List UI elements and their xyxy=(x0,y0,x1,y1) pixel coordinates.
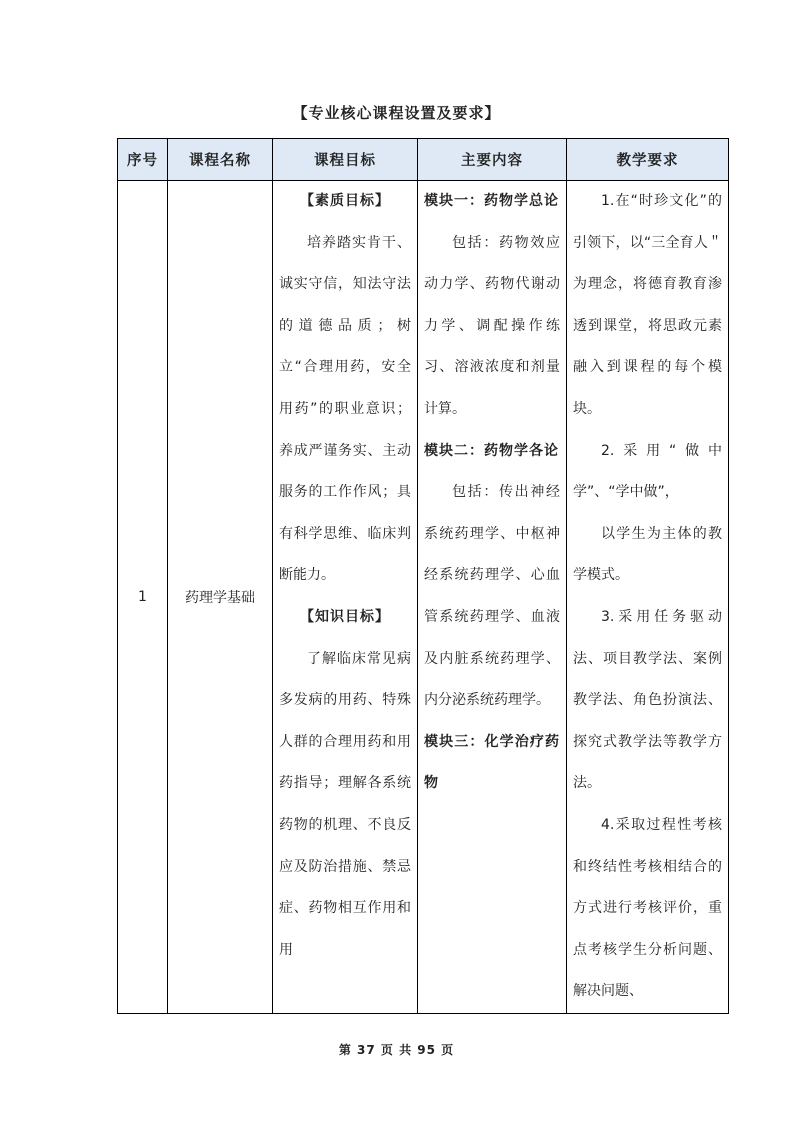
module1-text: 包括：药物效应动力学、药物代谢动力学、调配操作练习、溶液浓度和剂量计算。 xyxy=(424,234,560,417)
header-course-name: 课程名称 xyxy=(168,139,273,181)
requirement-item-2a: 2.采用“做中学”、“学中做”， xyxy=(573,442,722,501)
module3-title: 模块三：化学治疗药物 xyxy=(424,733,560,792)
header-num: 序号 xyxy=(118,139,168,181)
table-header-row xyxy=(118,139,729,181)
requirement-item-1: 1.在“时珍文化”的引领下，以“三全育人＂为理念，将德育教育渗透到课堂，将思政元素融入到课程的每个模块。 xyxy=(573,193,722,417)
header-course-goal: 课程目标 xyxy=(273,139,418,181)
module2-title: 模块二：药物学各论 xyxy=(424,442,559,459)
header-teaching-requirement: 教学要求 xyxy=(567,139,729,181)
teaching-requirement-cell xyxy=(567,181,729,1014)
row-number: 1 xyxy=(118,181,168,1014)
table-row xyxy=(118,181,729,1014)
requirement-item-4: 4.采取过程性考核和终结性考核相结合的方式进行考核评价，重点考核学生分析问题、解决问题、 xyxy=(573,816,722,1000)
course-name: 药理学基础 xyxy=(168,181,273,1014)
page-number-footer: 第 37 页 共 95 页 xyxy=(338,1043,455,1057)
requirement-item-3: 3.采用任务驱动法、项目教学法、案例教学法、角色扮演法、探究式教学法等教学方法。 xyxy=(573,608,722,792)
quality-goal-heading: 【素质目标】 xyxy=(300,193,390,209)
knowledge-goal-text: 了解临床常见病多发病的用药、特殊人群的合理用药和用药指导；理解各系统药物的机理、不良反应及防治措施、禁忌症、药物相互作用和用 xyxy=(279,650,411,958)
knowledge-goal-heading: 【知识目标】 xyxy=(300,608,390,625)
module1-title: 模块一：药物学总论 xyxy=(424,193,559,209)
header-main-content: 主要内容 xyxy=(418,139,567,181)
module2-text: 包括：传出神经系统药理学、中枢神经系统药理学、心血管系统药理学、血液及内脏系统药理学、内分泌系统药理学。 xyxy=(424,484,560,709)
quality-goal-text: 培养踏实肯干、诚实守信，知法守法的道德品质；树立“合理用药，安全用药”的职业意识；养成严谨务实、主动服务的工作作风；具有科学思维、临床判断能力。 xyxy=(279,234,411,584)
course-table xyxy=(117,138,729,1014)
section-title: 【专业核心课程设置及要求】 xyxy=(292,104,501,122)
course-goal-cell xyxy=(273,181,418,1014)
requirement-item-2b: 以学生为主体的教学模式。 xyxy=(573,525,722,584)
main-content-cell xyxy=(418,181,567,1014)
